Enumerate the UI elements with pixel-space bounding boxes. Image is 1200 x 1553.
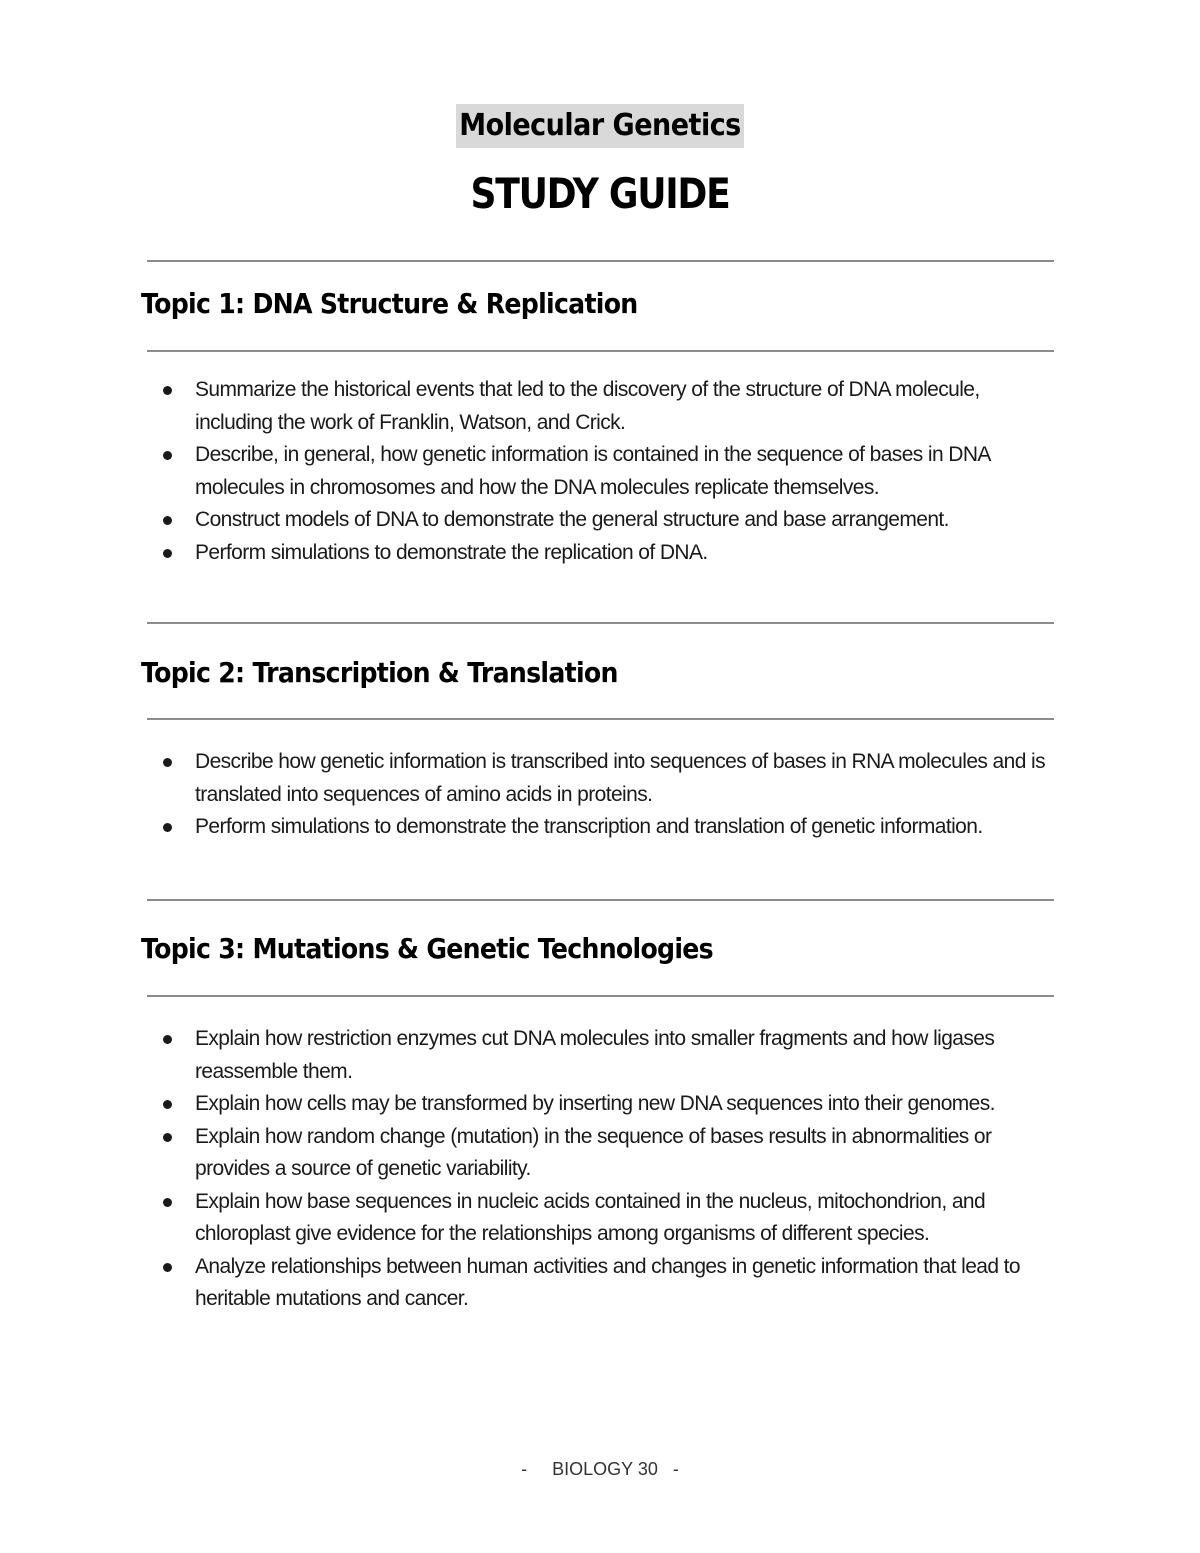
list-item: Describe, in general, how genetic information is contained in the sequence of bases in DNA molecules in chromosomes and how the DNA molecules replicate themselves. bbox=[160, 439, 1060, 504]
list-item: Analyze relationships between human activities and changes in genetic information that lead to heritable mutations and cancer. bbox=[160, 1251, 1060, 1316]
page-footer: - BIOLOGY 30 - bbox=[521, 1459, 679, 1479]
topic-3-heading: Topic 3: Mutations & Genetic Technologies bbox=[141, 932, 713, 965]
list-item: Perform simulations to demonstrate the transcription and translation of genetic information. bbox=[160, 811, 1060, 844]
topic-1-heading: Topic 1: DNA Structure & Replication bbox=[141, 287, 638, 320]
divider-topic-1-bottom bbox=[147, 350, 1054, 352]
subject-label: Molecular Genetics bbox=[456, 104, 744, 148]
list-item: Construct models of DNA to demonstrate the general structure and base arrangement. bbox=[160, 504, 1060, 537]
bullet-icon bbox=[163, 1035, 172, 1044]
topic-2-list bbox=[160, 746, 1060, 844]
divider-topic-2-top bbox=[147, 622, 1054, 624]
bullet-icon bbox=[163, 823, 172, 832]
bullet-icon bbox=[163, 1198, 172, 1207]
divider-topic-3-top bbox=[147, 899, 1054, 901]
bullet-icon bbox=[163, 516, 172, 525]
bullet-icon bbox=[163, 386, 172, 395]
bullet-icon bbox=[163, 1133, 172, 1142]
list-item: Perform simulations to demonstrate the replication of DNA. bbox=[160, 537, 1060, 570]
list-item: Describe how genetic information is transcribed into sequences of bases in RNA molecules and is translated into sequences of amino acids in proteins. bbox=[160, 746, 1060, 811]
divider-topic-3-bottom bbox=[147, 995, 1054, 997]
bullet-icon bbox=[163, 549, 172, 558]
list-item: Explain how base sequences in nucleic acids contained in the nucleus, mitochondrion, and chloroplast give evidence for the relationships among organisms of different species. bbox=[160, 1186, 1060, 1251]
list-item: Explain how random change (mutation) in the sequence of bases results in abnormalities or provides a source of genetic variability. bbox=[160, 1121, 1060, 1186]
bullet-icon bbox=[163, 758, 172, 767]
divider-topic-1-top bbox=[147, 260, 1054, 262]
list-item: Explain how restriction enzymes cut DNA molecules into smaller fragments and how ligases reassemble them. bbox=[160, 1023, 1060, 1088]
topic-3-list bbox=[160, 1023, 1060, 1316]
list-item: Explain how cells may be transformed by inserting new DNA sequences into their genomes. bbox=[160, 1088, 1060, 1121]
page-title: STUDY GUIDE bbox=[470, 169, 730, 218]
subject-header bbox=[0, 104, 1200, 148]
bullet-icon bbox=[163, 1100, 172, 1109]
bullet-icon bbox=[163, 1263, 172, 1272]
bullet-icon bbox=[163, 451, 172, 460]
divider-topic-2-bottom bbox=[147, 718, 1054, 720]
topic-1-list bbox=[160, 374, 1060, 569]
topic-2-heading: Topic 2: Transcription & Translation bbox=[141, 656, 618, 689]
list-item: Summarize the historical events that led to the discovery of the structure of DNA molecule, including the work of Franklin, Watson, and Crick. bbox=[160, 374, 1060, 439]
